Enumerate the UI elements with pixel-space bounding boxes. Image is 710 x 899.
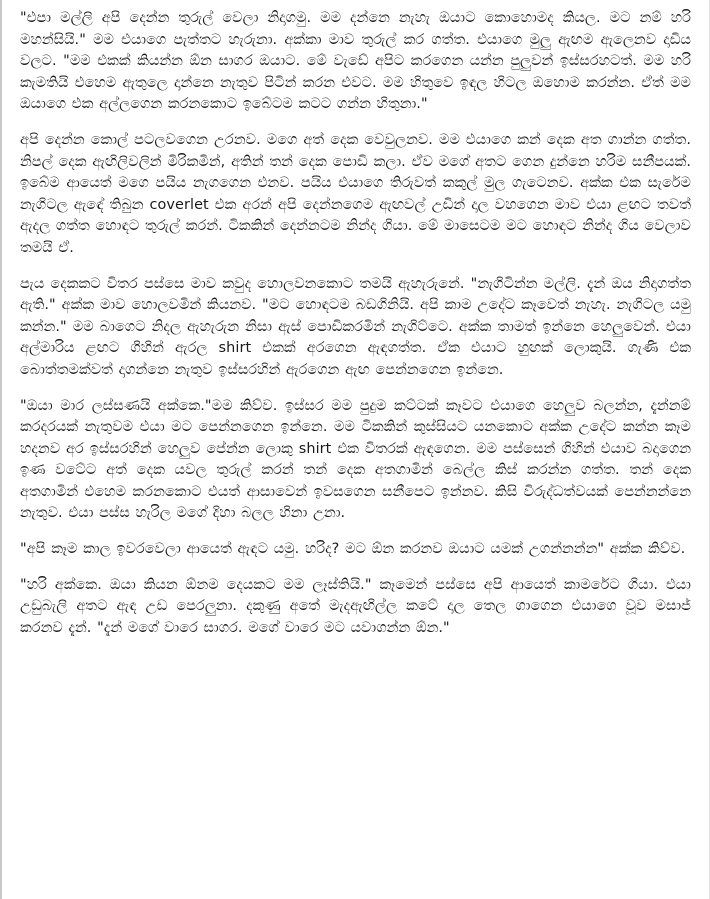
paragraph-6: "හරි අක්කෙ. ඔයා කියන ඕනම දෙයකට මම ලෑස්තියි." කෑමෙන් පස්සෙ අපි ආයෙත් කාමරේට ගියා. එයා උඩුබැලි අතට ඇඳ උඩ පෙරලුනා. දකුණු අතේ මැදඇඟිල්ල කටේ දාල තෙල ගාගෙන එයාගෙ වූව මසාජ් කරනව දැන්. "දැන් මගේ වාරෙ සාගර. මගේ වාරෙ මට යවාගන්න ඕන.": [20, 576, 691, 636]
paragraph-3: පැය දෙකකට විතර පස්සෙ මාව කවුද හොලවනකොට තමයි ඇහැරුනේ. "නැගිටින්න මල්ලි. දැන් ඔය නිදාගත්ත ඇති." අක්ක මාව හොලවමින් කියනව. "මට හොඳටම බඩගිනියි. අපි කාම උදේට කෑවෙත් නැහැ. නැගිටල යමු කන්න." මම බාගෙට නිදල ඇහැරුන නිසා ඇස් පොඩිකරමින් නැගිට්ටෙ. අක්ක තාමත් ඉන්නෙ හෙලුවෙන්. එයා අල්මාරිය ළඟට ගිහින් ඇරල shirt එකක් අරගෙන ඇඳගත්ත. ඒක එයාට හුඟක් ලොකුයි. ගැණි එක බොත්තමක්වත් දාගන්නෙ නැතුව ඉස්සරහින් ඇරගෙන ඇඟ පෙන්නගෙන ඉන්නෙ.: [20, 275, 691, 378]
paragraph-1: "එපා මල්ලි අපි දෙන්න තුරුල් වෙලා නිදාගමු. මම දන්නෙ නැහැ ඔයාට කොහොමද කියල. මට නම් හරි මහන්සියි." මම එයාගෙ පැත්තට හැරුනා. අක්කා මාව තුරුල් කර ගත්ත. එයාගෙ මුලු ඇඟම ඇලෙනව දාඩිය වලට. "මම එකක් කියන්න ඕන සාගර ඔයාට. මේ වැඩේ අපිට කරගෙන යන්න පුලුවන් ඉස්සරහටත්. මම හරි කැමතියි එහෙම ඇතුලෙ දාන්නෙ නැතුව පිටින් කරන එවට. මම හිතුවෙ ඉඳල හිටල ඔහොම කරන්න. ඒත් මම ඔයාගෙ එක අල්ලගෙන කරනකොට ඉබේටම කටට ගන්න හිතුනා.": [20, 10, 691, 113]
paragraph-5: "අපි කෑම කාල ඉවරවෙලා ආයෙත් ඇඳට යමු. හරිද? මට ඕන කරනව ඔයාට යමක් උගන්නන්න" අක්ක කිව්ව.: [20, 541, 686, 558]
paragraph-2: අපි දෙන්න කොල් පටලවගෙන උරනව. මගෙ අත් දෙක වෙවුලනව. මම එයාගෙ කන් දෙක අත ගාන්න ගත්ත. නිපල් දෙක ඇඟිලිවලින් මිරිකමින්, අතින් තන් දෙක පොඩි කලා. ඒව මගේ අතට ගෙන දුන්නෙ හරිම සනීපයක්. ඉබේම ආයෙත් මගෙ පයිය නැගගෙන එනව. පයිය එයාගෙ තිරුවත් කකුල් මුල ගැටෙනව. අක්ක එක සැරේම නැගිටල ඇඳේ තිබුන coverlet එක අරන් අපි දෙන්නගෙම ඇඟවල් උඩින් දාල වහගෙන මාව එයා ළඟට තවත් ඇදල ගත්ත හොඳට තුරුල් කරන්. ටිකකින් දෙන්නටම නින්ද ගියා. මේ මාසෙටම මට හොඳට නින්ද ගිය වෙලාව තමයි ඒ.: [20, 131, 691, 256]
paragraph-4: "ඔයා මාර ලස්සණයි අක්කෙ."මම කිව්ව. ඉස්සර මම පුදුම කට්ටක් කෑවට එයාගෙ හෙලුව බලන්න, දැන්නම් කරදරයක් නැතුවම එයා මට පෙන්නගෙන ඉන්නෙ. මම ටිකකින් කුස්සියට යනකොට අක්ක උදේට කන්න කෑම හදනව අර ඉස්සරහින් හෙලුව පේන්න ලොකු shirt එක විතරක් ඇඳගෙන. මම පස්සෙන් ගිහින් එයාව බදාගෙන ඉණ වටේට අත් දෙක යවල තුරුල් කරන් තන් දෙක අතගාමින් බෙල්ල කිස් කරන්න ගත්ත. තන් දෙක අතගාමින් එහෙම කරනකොට එයත් ආසාවෙන් ඉවසගෙන සනීපෙට ඉන්නව. කිසි විරුද්ධත්වයක් පෙන්නන්නෙ නැතුව. එයා පස්ස හැරිල මගේ දිහා බලල හිනා උනා.: [20, 397, 691, 522]
